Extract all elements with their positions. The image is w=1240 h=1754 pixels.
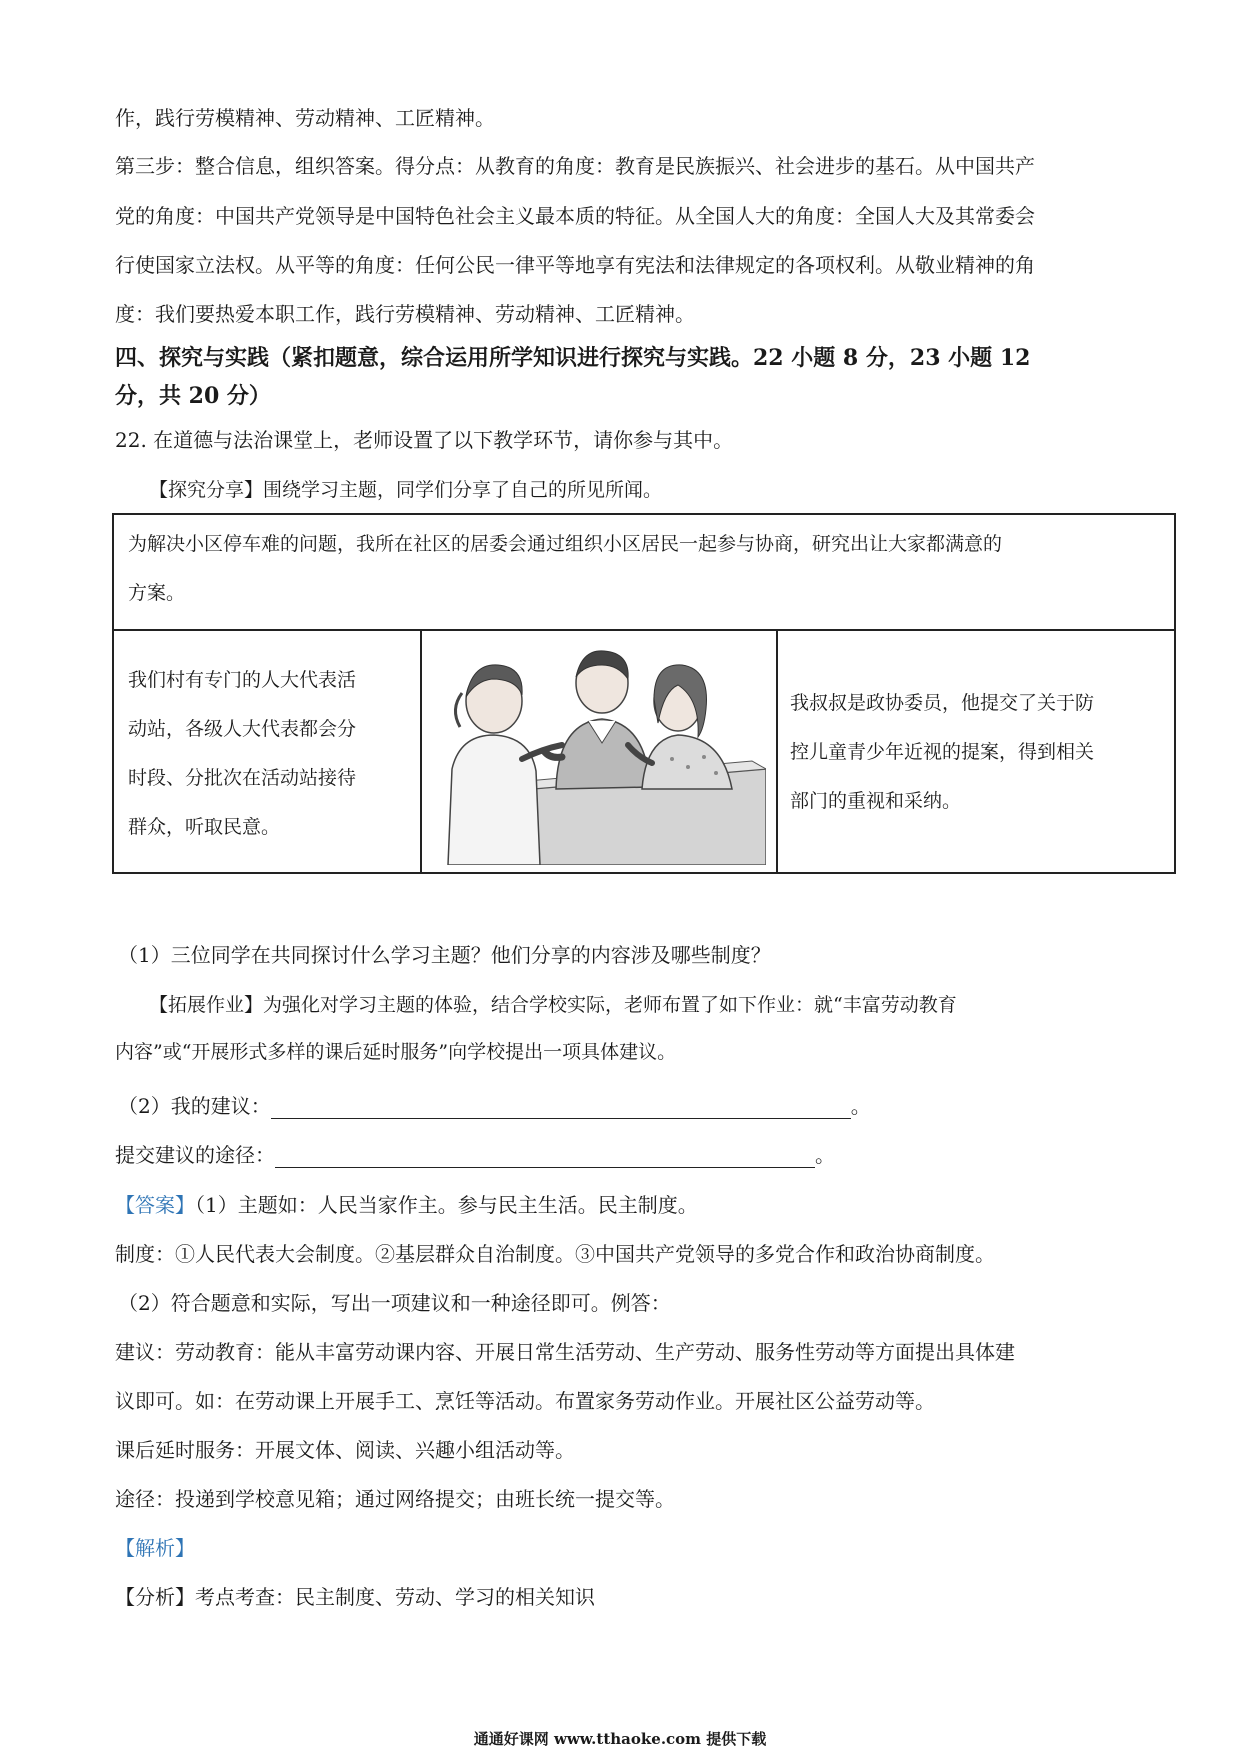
para-line: 第三步：整合信息，组织答案。得分点：从教育的角度：教育是民族振兴、社会进步的基石。从中国共产 [115,154,1035,178]
table-right-line: 控儿童青少年近视的提案，得到相关 [790,741,1095,763]
answer-line: 课后延时服务：开展文体、阅读、兴趣小组活动等。 [115,1438,575,1462]
subquestion-1: （1）三位同学在共同探讨什么学习主题？他们分享的内容涉及哪些制度？ [118,943,771,967]
section-heading-line2: 分，共 20 分） [115,383,271,409]
subquestion-2 [118,1093,871,1119]
table-top-line: 为解决小区停车难的问题，我所在社区的居委会通过组织小区居民一起参与协商，研究出让大家都满意的 [128,533,1003,555]
table-divider-vertical [420,629,422,874]
extension-line: 【拓展作业】为强化对学习主题的体验，结合学校实际，老师布置了如下作业：就“丰富劳动教育 [149,994,957,1016]
route-blank[interactable] [275,1147,815,1168]
answer-text: （1）主题如：人民当家作主。参与民主生活。民主制度。 [195,1193,698,1217]
table-left-line: 动站，各级人大代表都会分 [128,718,357,740]
route-label: 提交建议的途径： [115,1143,275,1167]
answer-line: 议即可。如：在劳动课上开展手工、烹饪等活动。布置家务劳动作业。开展社区公益劳动等。 [115,1389,935,1413]
para-line: 行使国家立法权。从平等的角度：任何公民一律平等地享有宪法和法律规定的各项权利。从敬业精神的角 [115,253,1035,277]
table-right-line: 我叔叔是政协委员，他提交了关于防 [790,692,1095,714]
table-right-line: 部门的重视和采纳。 [790,790,962,812]
para-line: 度：我们要热爱本职工作，践行劳模精神、劳动精神、工匠精神。 [115,302,695,326]
table-left-line: 我们村有专门的人大代表活 [128,669,357,691]
table-divider-vertical [776,629,778,874]
table-divider-horizontal [114,629,1174,631]
table-left-line: 时段、分批次在活动站接待 [128,767,357,789]
suggestion-blank[interactable] [271,1098,851,1119]
answer-line: 建议：劳动教育：能从丰富劳动课内容、开展日常生活劳动、生产劳动、服务性劳动等方面提出具体建 [115,1340,1015,1364]
page-footer: 通通好课网 www.tthaoke.com 提供下载 [473,1730,767,1748]
answer-line: 途径：投递到学校意见箱；通过网络提交；由班长统一提交等。 [115,1487,675,1511]
suggestion-end: 。 [850,1094,871,1118]
answer-line-1 [115,1192,698,1218]
question-stem: 22. 在道德与法治课堂上，老师设置了以下教学环节，请你参与其中。 [115,428,734,452]
analysis-tag: 【解析】 [115,1536,195,1560]
para-line: 作，践行劳模精神、劳动精神、工匠精神。 [115,106,495,130]
table-left-line: 群众，听取民意。 [128,816,281,838]
share-intro: 【探究分享】围绕学习主题，同学们分享了自己的所见所闻。 [149,479,663,501]
answer-line: （2）符合题意和实际，写出一项建议和一种途径即可。例答： [118,1291,671,1315]
analysis-line: 【分析】考点考查：民主制度、劳动、学习的相关知识 [115,1585,595,1609]
material-table [112,513,1176,874]
table-top-line: 方案。 [128,582,186,604]
submit-route [115,1142,835,1168]
para-line: 党的角度：中国共产党领导是中国特色社会主义最本质的特征。从全国人大的角度：全国人大及其常委会 [115,204,1035,228]
section-heading-line1: 四、探究与实践（紧扣题意，综合运用所学知识进行探究与实践。22 小题 8 分，23 小题 12 [115,345,1031,371]
route-end: 。 [815,1143,835,1167]
answer-tag: 【答案】 [115,1193,195,1217]
three-people-discussion-illustration [432,639,766,865]
suggestion-label: （2）我的建议： [118,1094,271,1118]
extension-line: 内容”或“开展形式多样的课后延时服务”向学校提出一项具体建议。 [115,1041,677,1063]
answer-line: 制度：①人民代表大会制度。②基层群众自治制度。③中国共产党领导的多党合作和政治协商制度。 [115,1242,995,1266]
